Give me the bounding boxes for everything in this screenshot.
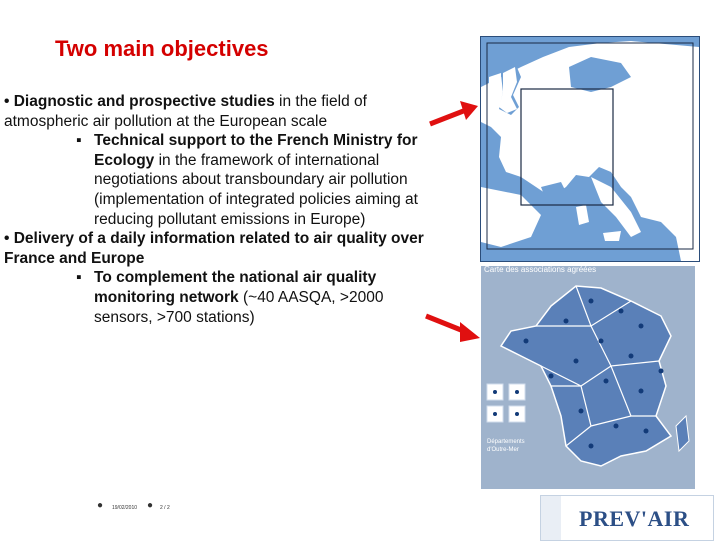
sub-objective-1 bbox=[76, 131, 434, 229]
sub-objective-1-lead: Technical support to the French Ministry for Ecology bbox=[94, 132, 418, 169]
footer-date: 19/02/2010 bbox=[112, 505, 138, 511]
footer-dot-icon: ● bbox=[97, 500, 104, 511]
sub-objective-2-lead: To complement the national air quality monitoring network bbox=[94, 269, 377, 306]
objective-1-lead: • Diagnostic and prospective studies bbox=[4, 93, 275, 110]
arrow-france-icon bbox=[424, 312, 482, 346]
overseas-label: Départements d'Outre-Mer bbox=[487, 439, 525, 453]
logo-accent bbox=[541, 496, 561, 540]
square-bullet-icon: ▪ bbox=[76, 132, 82, 150]
map-caption: Carte des associations agréées bbox=[484, 266, 597, 274]
logo-text: PREV'AIR bbox=[579, 506, 690, 531]
slide-title: Two main objectives bbox=[55, 36, 269, 61]
europe-map bbox=[480, 36, 700, 262]
arrow-europe-icon bbox=[428, 98, 480, 128]
slide-body bbox=[4, 92, 434, 327]
objective-2-lead: • Delivery of a daily information related to air quality over France and Europe bbox=[4, 230, 424, 267]
square-bullet-icon: ▪ bbox=[76, 269, 82, 287]
footer-page: 2 / 2 bbox=[160, 505, 170, 511]
europe-landmass-icon bbox=[481, 37, 699, 261]
france-map bbox=[481, 266, 695, 489]
objective-1 bbox=[4, 92, 434, 131]
objective-1-text: in the field of atmospheric air pollution at the European scale bbox=[4, 93, 367, 130]
prevair-logo bbox=[540, 495, 714, 541]
sub-objective-2 bbox=[76, 268, 434, 327]
sub-objective-2-text: (~40 AASQA, >2000 sensors, >700 stations) bbox=[94, 288, 384, 326]
france-regions-icon bbox=[481, 266, 695, 489]
footer-dot-icon: ● bbox=[147, 500, 154, 511]
objective-2 bbox=[4, 229, 434, 268]
sub-objective-1-text: in the framework of international negotiations about transboundary air pollution (implementation of integrated policies aiming at reducing pollutant emissions in Europe) bbox=[94, 151, 418, 228]
